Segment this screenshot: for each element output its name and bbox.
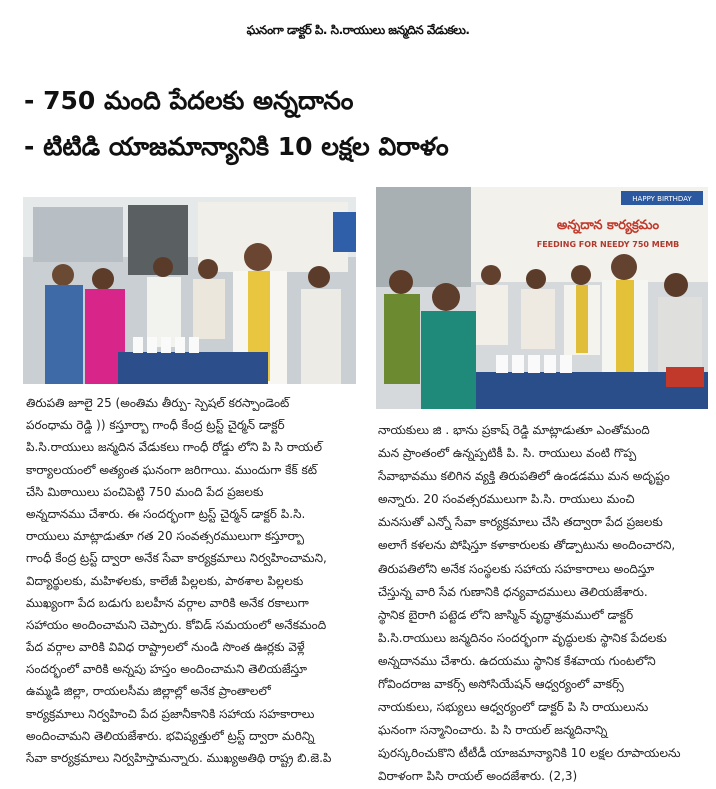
article-line: విరాళంగా పిసి రాయల్ అందజేశారు. (2,3) [378, 769, 578, 784]
article-line: రాయులు మాట్లాడుతూ గత 20 సంవత్సరములుగా కస్తూర్బా [26, 529, 305, 544]
event-photo-1-illustration [23, 197, 356, 384]
subheadline-annadanam: - 750 మంది పేదలకు అన్నదానం [24, 86, 354, 115]
article-line: సేవాభావము కలిగిన వ్యక్తి తిరుపతిలో ఉండడము మన అదృష్టం [378, 469, 670, 484]
article-line: కార్యాలయంలో అత్యంత ఘనంగా జరిగాయి. ముందుగా కేక్ కట్ [26, 462, 318, 477]
article-line: పరంధామ రెడ్డి )) కస్తూర్బా గాంధీ కేంద్ర ట్రస్ట్ చైర్మన్ డాక్టర్ [26, 418, 285, 433]
article-line: తిరుపతిలోని అనేక సంస్థలకు సహాయ సహకారాలు అందిస్తూ [378, 561, 655, 576]
article-line: అన్నదానము చేశారు. ఉదయము స్థానిక కేశవాయ గుంటలోని [378, 653, 656, 668]
article-line: అలాగే కళలను పోషిస్తూ కళాకారులకు తోడ్పాటును అందించారని, [378, 538, 676, 553]
article-line: స్థానిక బైరాగి పట్టెడ లోని జాస్మిన్ వృద్ధాశ్రమములో డాక్టర్ [378, 607, 634, 622]
article-line: నాయకులు జి . భాను ప్రకాష్ రెడ్డి మాట్లాడుతూ ఎంతోమంది [378, 423, 650, 437]
article-line: విద్యార్థులకు, మహిళలకు, కాలేజీ పిల్లలకు, పాఠశాల పిల్లలకు [26, 573, 304, 588]
article-line: పి.సి.రాయులు జన్మదినం సందర్భంగా వృద్ధులకు స్థానిక పేదలకు [378, 630, 667, 645]
article-line: ఉమ్మడి జిల్లా, రాయలసీమ జిల్లాల్లో అనేక ప్రాంతాలలో [26, 684, 271, 699]
article-line: పి.సి.రాయులు జన్మదిన వేడుకలు గాంధీ రోడ్డు లోని పి సి రాయల్ [26, 440, 322, 455]
article-line: ముఖ్యంగా పేద బడుగు బలహీన వర్గాల వారికి అనేక రకాలుగా [26, 595, 309, 610]
article-line: సందర్భంలో వారికి అన్నపు హస్తం అందించామని తెలియజేస్తూ [26, 662, 308, 677]
event-photo-2 [376, 187, 708, 409]
article-line: ఘనంగా సన్మానించారు. పి సి రాయల్ జన్మదినాన్ని [378, 723, 608, 738]
article-line: పేద వర్గాల వారికి వివిధ రాష్ట్రాలలో నుండి సొంత ఊర్లకు వెళ్లే [26, 640, 305, 655]
event-photo-1 [23, 197, 356, 384]
banner-title-text: అన్నదాన కార్యక్రమం [556, 218, 660, 233]
headline: ఘనంగా డాక్టర్ పి. సి.రాయులు జన్మదిన వేడుకలు. [246, 23, 470, 37]
event-photo-2-illustration [376, 187, 708, 409]
article-line: అన్నదానము చేశారు. ఈ సందర్భంగా ట్రస్ట్ చైర్మన్ డాక్టర్ పి.సి. [26, 506, 306, 521]
article-line: అన్నారు. 20 సంవత్సరములుగా పి.సి. రాయులు మంచి [378, 492, 635, 507]
article-line: కార్యక్రమాలు నిర్వహించి పేద ప్రజానీకానికి సహాయ సహకారాలు [26, 706, 315, 721]
article-line: గోవిందరాజ వాకర్స్ అసోసియేషన్ ఆధ్వర్యంలో వాకర్స్ [378, 677, 624, 692]
article-line: నాయకులు, సభ్యులు ఆధ్వర్యంలో డాక్టర్ పి సి రాయులును [378, 700, 649, 715]
article-line: మన ప్రాంతంలో ఉన్నప్పటికీ పి. సి. రాయులు వంటి గొప్ప [378, 446, 637, 461]
article-line: సేవా కార్యక్రమాలు నిర్వహిస్తామన్నారు. ముఖ్యఅతిథి రాష్ట్ర బి.జె.పి [26, 751, 332, 765]
banner-subtitle-text: FEEDING FOR NEEDY 750 MEMB [536, 240, 680, 249]
article-column-1 [26, 392, 358, 769]
article-line: చేస్తున్న వారి సేవ గుణానికి ధన్యవాదములు తెలియజేశారు. [378, 584, 648, 599]
article-column-2 [378, 419, 711, 789]
article-line: చేసి మిఠాయిలు పంచిపెట్టి 750 మంది పేద ప్రజలకు [26, 484, 264, 499]
subheadline-ttd-donation: - టిటిడి యాజమాన్యానికి 10 లక్షల విరాళం [24, 132, 449, 161]
article-line: పురస్కరించుకొని టీటీడీ యాజమాన్యానికి 10 లక్షల రూపాయలను [378, 746, 681, 761]
article-line: గాంధీ కేంద్ర ట్రస్ట్ ద్వారా అనేక సేవా కార్యక్రమాలు నిర్వహించామని, [26, 551, 327, 566]
article-line: అందించామని తెలియజేశారు. భవిష్యత్తులో ట్రస్ట్ ద్వారా మరిన్ని [26, 728, 315, 743]
article-line: తిరుపతి జూలై 25 (అంతిమ తీర్పు- స్పెషల్ కరస్పాండెంట్ [26, 396, 290, 410]
banner-top-text: HAPPY BIRTHDAY [632, 195, 692, 203]
article-line: సహాయం అందించామని చెప్పారు. కోవిడ్ సమయంలో అనేకమంది [26, 617, 327, 632]
article-line: మనసుతో ఎన్నో సేవా కార్యక్రమాలు చేసి తద్వారా పేద ప్రజలకు [378, 515, 663, 530]
